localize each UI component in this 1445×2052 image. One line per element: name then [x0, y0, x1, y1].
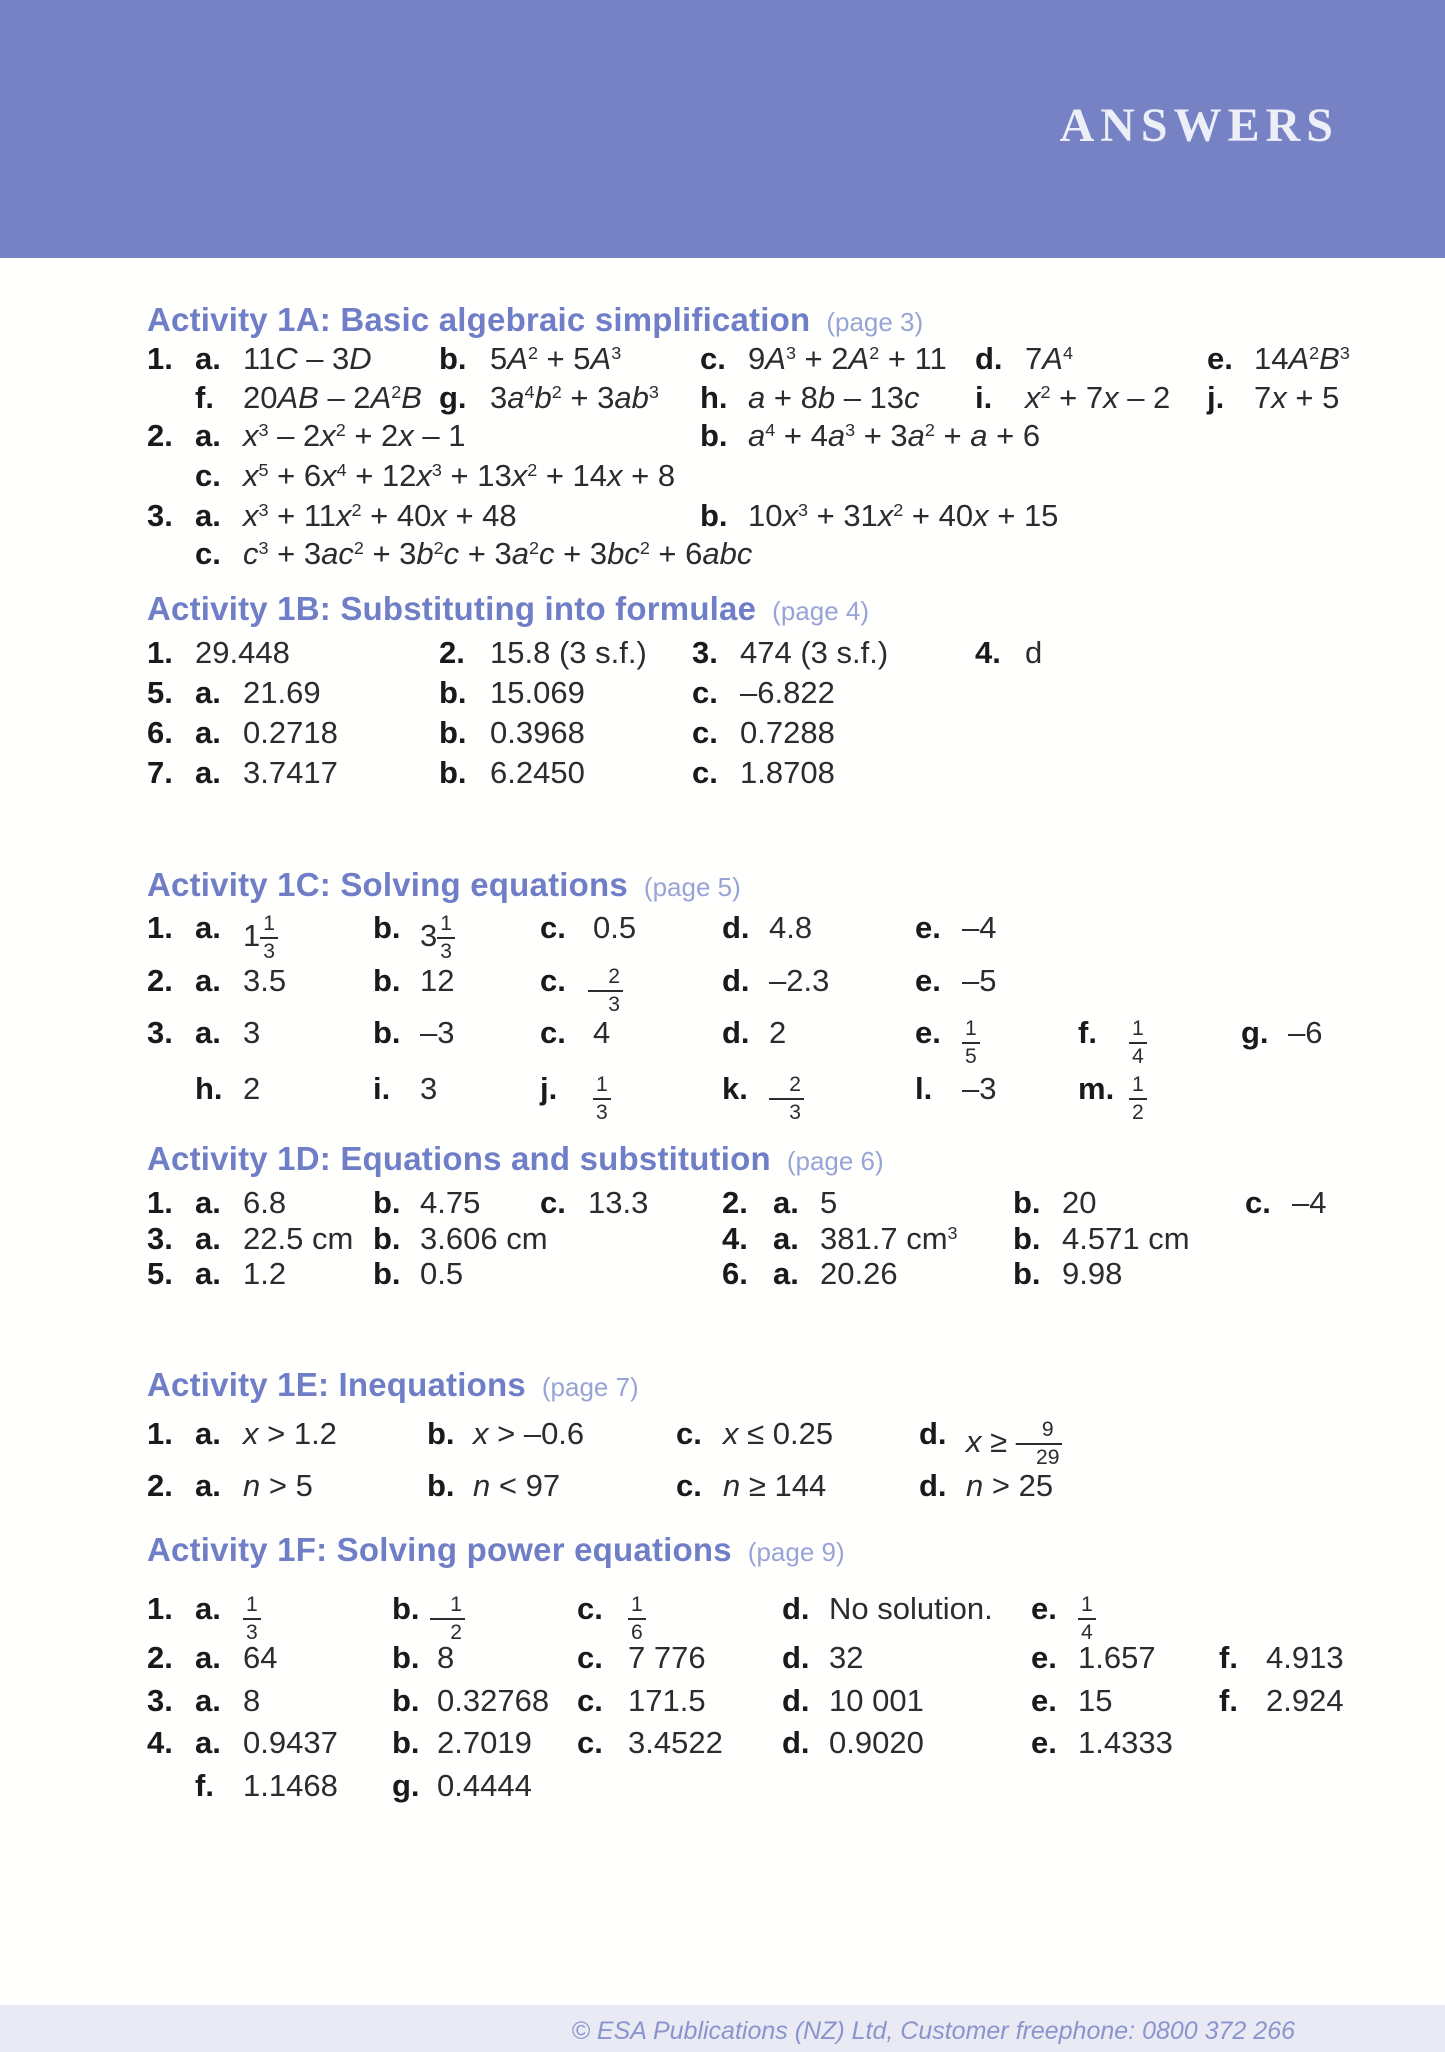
item-letter: b. — [392, 1725, 420, 1760]
item-letter: a. — [195, 1015, 221, 1050]
item-letter: d. — [782, 1591, 810, 1626]
item-number: 6. — [722, 1256, 748, 1291]
item-letter: a. — [195, 1256, 221, 1291]
item-letter: c. — [195, 536, 221, 571]
section-page-ref: (page 6) — [786, 1146, 884, 1176]
item-letter: f. — [1078, 1015, 1097, 1050]
item-letter: g. — [1241, 1015, 1269, 1050]
item-letter: b. — [427, 1468, 455, 1503]
item-number: 1. — [147, 1591, 173, 1626]
item-letter: j. — [1207, 380, 1225, 415]
answer-value: 6.2450 — [490, 755, 585, 790]
item-letter: c. — [540, 910, 566, 945]
answer-value: –4 — [962, 910, 997, 945]
item-letter: a. — [195, 715, 221, 750]
answer-value: 8 — [437, 1640, 455, 1675]
item-letter: b. — [439, 341, 467, 376]
answer-value: 1.8708 — [740, 755, 835, 790]
answer-value: 1.4333 — [1078, 1725, 1173, 1760]
item-letter: b. — [427, 1416, 455, 1451]
item-letter: b. — [1013, 1221, 1041, 1256]
item-number: 2. — [147, 1468, 173, 1503]
answer-value: 7x + 5 — [1254, 380, 1340, 415]
item-number: 2. — [147, 963, 173, 998]
section-page-ref: (page 5) — [643, 872, 741, 902]
item-letter: c. — [692, 715, 718, 750]
answer-value: 2 — [769, 1015, 787, 1050]
footer-copyright: © ESA Publications (NZ) Ltd, Customer freephone: 0800 372 266 — [571, 2017, 1295, 2045]
answer-value: n < 97 — [473, 1468, 561, 1503]
answer-value: 2 — [243, 1071, 261, 1106]
answer-value: $x^3 - 2x^2 + 2x - 1$ — [243, 418, 466, 453]
section-head — [147, 1142, 884, 1175]
item-number: 5. — [147, 675, 173, 710]
answer-value: –6 — [1288, 1015, 1323, 1050]
answer-value: 3 — [420, 1071, 438, 1106]
answer-value: 3 — [243, 1015, 261, 1050]
item-letter: c. — [540, 1185, 566, 1220]
item-letter: a. — [773, 1256, 799, 1291]
answer-value: $c^3 + 3ac^2 + 3b^2c + 3a^2c + 3bc^2 + 6abc$ — [243, 536, 753, 571]
item-letter: b. — [373, 963, 401, 998]
answer-value: d — [1025, 635, 1043, 670]
answer-value: $x^5 + 6x^4 + 12x^3 + 13x^2 + 14x + 8$ — [243, 458, 676, 493]
section-head — [147, 303, 923, 336]
answer-value: 0.3968 — [490, 715, 585, 750]
item-letter: b. — [700, 498, 728, 533]
item-letter: g. — [439, 380, 467, 415]
answer-value: 0.2718 — [243, 715, 338, 750]
answer-value: 3.7417 — [243, 755, 338, 790]
answer-value: 13.3 — [588, 1185, 649, 1220]
item-letter: c. — [676, 1468, 702, 1503]
answer-value: No solution. — [829, 1591, 993, 1626]
section-head — [147, 592, 869, 625]
item-letter: a. — [195, 675, 221, 710]
section-title: Activity 1C: Solving equations — [147, 866, 628, 903]
page-title: ANSWERS — [1059, 99, 1339, 152]
answer-value: 22.5 cm — [243, 1221, 354, 1256]
item-letter: d. — [722, 1015, 750, 1050]
answer-value: n ≥ 144 — [723, 1468, 827, 1503]
answer-value: $10x^3 + 31x^2 + 40x + 15$ — [748, 498, 1059, 533]
item-letter: a. — [195, 341, 221, 376]
answer-value: 3.606 cm — [420, 1221, 548, 1256]
section-title: Activity 1D: Equations and substitution — [147, 1140, 771, 1177]
answer-value: 15 — [1078, 1683, 1113, 1718]
answer-value: 3 $\frac{1}{3}$ — [420, 912, 455, 963]
answer-value: x ≥ – $\frac{9}{29}$ — [966, 1418, 1062, 1469]
item-number: 3. — [147, 498, 173, 533]
item-letter: d. — [722, 910, 750, 945]
answer-value — [1129, 1017, 1147, 1068]
fraction: $\frac{1}{5}$ — [962, 1017, 980, 1068]
answer-value: x > 1.2 — [243, 1416, 337, 1451]
answer-value: 0.32768 — [437, 1683, 550, 1718]
item-number: 3. — [147, 1015, 173, 1050]
fraction: $\frac{1}{3}$ — [593, 1073, 611, 1124]
item-letter: c. — [577, 1591, 603, 1626]
item-letter: d. — [919, 1468, 947, 1503]
item-number: 2. — [722, 1185, 748, 1220]
answer-value: –3 — [962, 1071, 997, 1106]
answer-value: 64 — [243, 1640, 278, 1675]
item-number: 1. — [147, 1416, 173, 1451]
answer-value — [962, 1017, 980, 1068]
fraction: $\frac{1}{6}$ — [628, 1593, 646, 1644]
item-letter: m. — [1078, 1071, 1115, 1106]
answer-value: x ≤ 0.25 — [723, 1416, 834, 1451]
fraction: $\frac{1}{4}$ — [1078, 1593, 1096, 1644]
answer-value: 4.913 — [1266, 1640, 1344, 1675]
answer-value: 7 776 — [628, 1640, 706, 1675]
item-letter: a. — [195, 1221, 221, 1256]
answer-value: $14A^2B^3$ — [1254, 341, 1350, 376]
answer-value: 4.75 — [420, 1185, 481, 1220]
answer-value: 12 — [420, 963, 455, 998]
item-number: 6. — [147, 715, 173, 750]
item-number: 4. — [722, 1221, 748, 1256]
item-letter: a. — [195, 1725, 221, 1760]
fraction: $\frac{1}{3}$ — [260, 912, 278, 963]
item-letter: b. — [373, 1256, 401, 1291]
answer-value: 1.2 — [243, 1256, 287, 1291]
item-number: 1. — [147, 910, 173, 945]
section-page-ref: (page 9) — [747, 1537, 845, 1567]
item-letter: a. — [773, 1221, 799, 1256]
answer-value: 474 (3 s.f.) — [740, 635, 889, 670]
answer-value: $7A^4$ — [1025, 341, 1073, 376]
item-letter: b. — [439, 715, 467, 750]
section-page-ref: (page 4) — [772, 596, 869, 626]
item-number: 1. — [147, 341, 173, 376]
item-letter: f. — [1219, 1683, 1238, 1718]
answer-value: 29.448 — [195, 635, 290, 670]
item-letter: a. — [195, 1416, 221, 1451]
answer-value: –3 — [420, 1015, 455, 1050]
answer-value: 4.8 — [769, 910, 813, 945]
item-letter: c. — [692, 755, 718, 790]
item-letter: a. — [195, 755, 221, 790]
item-number: 4. — [147, 1725, 173, 1760]
item-letter: a. — [195, 910, 221, 945]
item-letter: d. — [722, 963, 750, 998]
item-letter: a. — [195, 1683, 221, 1718]
answer-value: n > 5 — [243, 1468, 313, 1503]
section-head — [147, 1533, 845, 1566]
answer-value: 9.98 — [1062, 1256, 1123, 1291]
answer-value: 1.1468 — [243, 1768, 338, 1803]
answer-value: 1 $\frac{1}{3}$ — [243, 912, 278, 963]
item-letter: a. — [195, 498, 221, 533]
answer-value: 32 — [829, 1640, 864, 1675]
answer-value: 5 — [820, 1185, 838, 1220]
answer-value: 20 — [1062, 1185, 1097, 1220]
answer-value: 6.8 — [243, 1185, 287, 1220]
section-page-ref: (page 7) — [541, 1372, 639, 1402]
answer-value — [1078, 1593, 1096, 1644]
item-letter: b. — [1013, 1185, 1041, 1220]
item-letter: b. — [439, 755, 467, 790]
answer-value: –4 — [1292, 1185, 1327, 1220]
item-letter: d. — [919, 1416, 947, 1451]
item-letter: b. — [373, 1015, 401, 1050]
item-letter: g. — [392, 1768, 420, 1803]
answer-value: $9A^3 + 2A^2 + 11$ — [748, 341, 947, 376]
answer-value: 0.7288 — [740, 715, 835, 750]
answer-value: 0.9020 — [829, 1725, 924, 1760]
item-letter: c. — [540, 963, 566, 998]
answer-value: 3.5 — [243, 963, 287, 998]
section-title: Activity 1A: Basic algebraic simplification — [147, 301, 811, 338]
fraction: $\frac{1}{3}$ — [243, 1593, 261, 1644]
item-number: 3. — [147, 1221, 173, 1256]
item-letter: a. — [195, 963, 221, 998]
section-head — [147, 1368, 639, 1401]
section-title: Activity 1F: Solving power equations — [147, 1531, 732, 1568]
answer-value: 21.69 — [243, 675, 321, 710]
answer-value: 0.5 — [593, 910, 637, 945]
item-letter: c. — [676, 1416, 702, 1451]
item-letter: c. — [1245, 1185, 1271, 1220]
item-number: 3. — [147, 1683, 173, 1718]
item-letter: a. — [195, 418, 221, 453]
answer-value: n > 25 — [966, 1468, 1054, 1503]
answer-value: 20.26 — [820, 1256, 898, 1291]
answer-value: – $\frac{2}{3}$ — [588, 965, 623, 1016]
header-banner — [0, 0, 1445, 258]
answer-value: 0.4444 — [437, 1768, 532, 1803]
item-letter: c. — [577, 1725, 603, 1760]
item-letter: f. — [1219, 1640, 1238, 1675]
answer-value — [1129, 1073, 1147, 1124]
item-letter: b. — [392, 1683, 420, 1718]
answer-value: $5A^2 + 5A^3$ — [490, 341, 622, 376]
fraction: $\frac{1}{2}$ — [447, 1593, 465, 1644]
answer-value: 4.571 cm — [1062, 1221, 1190, 1256]
item-letter: e. — [915, 910, 941, 945]
item-letter: b. — [439, 675, 467, 710]
answer-value: 171.5 — [628, 1683, 706, 1718]
item-number: 7. — [147, 755, 173, 790]
item-letter: b. — [1013, 1256, 1041, 1291]
item-letter: e. — [915, 963, 941, 998]
answer-value: a + 8b – 13c — [748, 380, 920, 415]
answer-value: 0.5 — [420, 1256, 464, 1291]
item-letter: c. — [692, 675, 718, 710]
answer-value: 11C – 3D — [243, 341, 372, 376]
answer-value: $a^4 + 4a^3 + 3a^2 + a + 6$ — [748, 418, 1041, 453]
item-letter: d. — [975, 341, 1003, 376]
item-letter: c. — [540, 1015, 566, 1050]
item-number: 2. — [147, 418, 173, 453]
item-letter: b. — [373, 910, 401, 945]
item-letter: h. — [195, 1071, 223, 1106]
answer-value: 4 — [593, 1015, 611, 1050]
item-letter: d. — [782, 1683, 810, 1718]
item-number: 2. — [439, 635, 465, 670]
item-letter: d. — [782, 1725, 810, 1760]
section-head — [147, 868, 741, 901]
item-letter: l. — [915, 1071, 933, 1106]
answer-value: 15.069 — [490, 675, 585, 710]
answer-value: 8 — [243, 1683, 261, 1718]
answer-value: 15.8 (3 s.f.) — [490, 635, 647, 670]
item-letter: a. — [195, 1468, 221, 1503]
answer-value: $x^3 + 11x^2 + 40x + 48$ — [243, 498, 517, 533]
item-number: 3. — [692, 635, 718, 670]
section-title: Activity 1B: Substituting into formulae — [147, 590, 757, 627]
item-letter: e. — [1031, 1725, 1057, 1760]
item-letter: b. — [392, 1591, 420, 1626]
item-letter: i. — [373, 1071, 391, 1106]
item-letter: a. — [195, 1591, 221, 1626]
fraction: $\frac{2}{3}$ — [786, 1073, 804, 1124]
item-letter: k. — [722, 1071, 748, 1106]
fraction: $\frac{1}{2}$ — [1129, 1073, 1147, 1124]
item-letter: a. — [195, 1640, 221, 1675]
answer-value: x > –0.6 — [473, 1416, 585, 1451]
item-letter: e. — [915, 1015, 941, 1050]
answer-value: 381.7 $cm^3$ — [820, 1221, 958, 1256]
item-letter: c. — [700, 341, 726, 376]
item-letter: a. — [773, 1185, 799, 1220]
item-letter: h. — [700, 380, 728, 415]
item-letter: b. — [373, 1185, 401, 1220]
item-number: 1. — [147, 1185, 173, 1220]
fraction: $\frac{1}{3}$ — [437, 912, 455, 963]
item-number: 5. — [147, 1256, 173, 1291]
answer-value: 0.9437 — [243, 1725, 338, 1760]
section-title: Activity 1E: Inequations — [147, 1366, 526, 1403]
fraction: $\frac{1}{4}$ — [1129, 1017, 1147, 1068]
answer-value — [593, 1073, 611, 1124]
item-number: 4. — [975, 635, 1001, 670]
answer-value: –5 — [962, 963, 997, 998]
fraction: $\frac{9}{29}$ — [1033, 1418, 1062, 1469]
item-letter: f. — [195, 380, 214, 415]
answer-value: –2.3 — [769, 963, 830, 998]
item-letter: e. — [1031, 1640, 1057, 1675]
item-letter: b. — [392, 1640, 420, 1675]
footer-bar — [0, 2005, 1445, 2052]
answer-value: – $\frac{1}{2}$ — [430, 1593, 465, 1644]
answer-value: 2.924 — [1266, 1683, 1344, 1718]
answer-value — [628, 1593, 646, 1644]
fraction: $\frac{2}{3}$ — [605, 965, 623, 1016]
answer-value: –6.822 — [740, 675, 835, 710]
item-letter: f. — [195, 1768, 214, 1803]
item-letter: e. — [1207, 341, 1233, 376]
answer-value: $20AB - 2A^2B$ — [243, 380, 422, 415]
item-letter: d. — [782, 1640, 810, 1675]
item-letter: b. — [373, 1221, 401, 1256]
answer-value: $3a^4b^2 + 3ab^3$ — [490, 380, 659, 415]
answer-value: 3.4522 — [628, 1725, 723, 1760]
answer-value: $x^2 + 7x - 2$ — [1025, 380, 1171, 415]
answer-value: 10 001 — [829, 1683, 924, 1718]
item-letter: i. — [975, 380, 993, 415]
answer-value: 2.7019 — [437, 1725, 532, 1760]
item-letter: c. — [577, 1683, 603, 1718]
item-letter: e. — [1031, 1683, 1057, 1718]
answer-value: – $\frac{2}{3}$ — [769, 1073, 804, 1124]
section-page-ref: (page 3) — [826, 307, 924, 337]
answer-value — [243, 1593, 261, 1644]
item-letter: a. — [195, 1185, 221, 1220]
item-letter: c. — [195, 458, 221, 493]
item-number: 2. — [147, 1640, 173, 1675]
item-letter: c. — [577, 1640, 603, 1675]
answer-value: 1.657 — [1078, 1640, 1156, 1675]
item-number: 1. — [147, 635, 173, 670]
item-letter: j. — [540, 1071, 558, 1106]
item-letter: b. — [700, 418, 728, 453]
item-letter: e. — [1031, 1591, 1057, 1626]
